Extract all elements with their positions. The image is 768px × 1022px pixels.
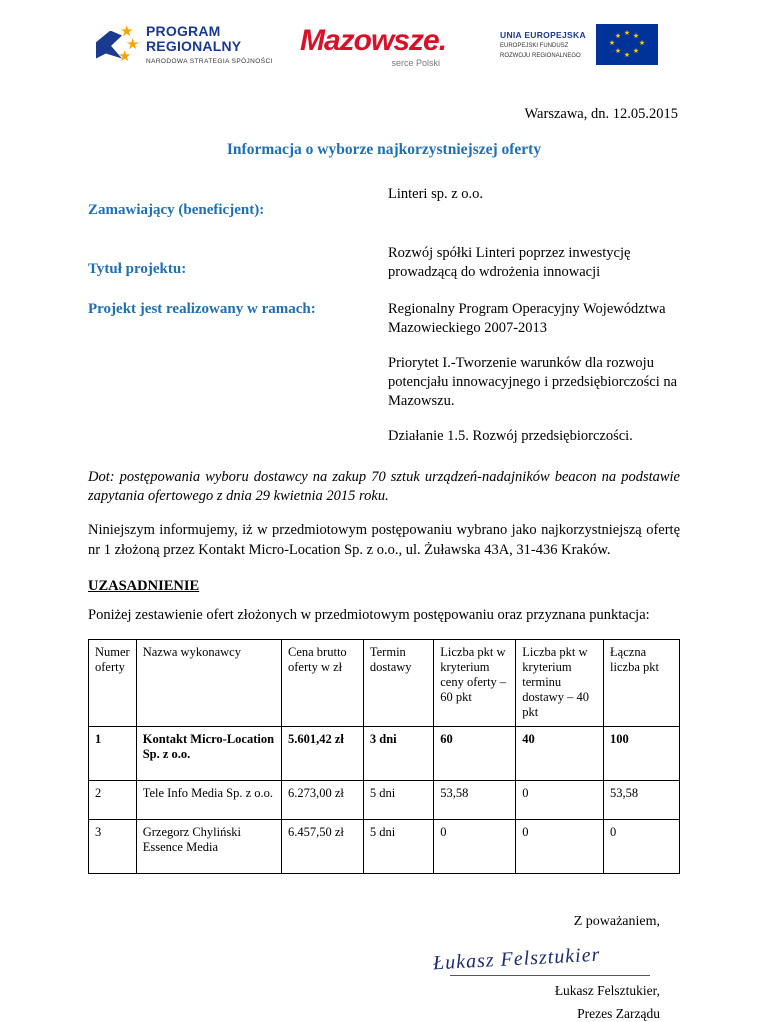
cell-total: 100 [604,727,680,781]
program-line-2: REGIONALNY [146,38,242,54]
cell-number: 3 [89,820,137,874]
field-value: Rozwój spółki Linteri poprzez inwestycję prowadzącą do wdrożenia innowacji [388,245,631,280]
cell-points-term: 40 [516,727,604,781]
stars-icon [96,25,138,65]
field-value: Linteri sp. z o.o. [388,186,484,202]
field-value: Regionalny Program Operacyjny Województwa Mazowieckiego 2007-2013 [388,301,666,336]
cell-points-term: 0 [516,820,604,874]
table-row [89,727,680,781]
cell-points-price: 53,58 [434,781,516,820]
info-paragraph: Niniejszym informujemy, iż w przedmiotowym postępowaniu wybrano jako najkorzystniejszą ofertę nr 1 złożoną przez Kontakt Micro-Location Sp. z o.o., ul. Żuławska 43A, 31-436 Kraków. [88,522,680,558]
eu-line-1: UNIA EUROPEJSKA [500,29,586,40]
cell-total: 53,58 [604,781,680,820]
eu-text [500,30,586,60]
cell-price: 5.601,42 zł [282,727,364,781]
eu-flag-icon: ★ ★ ★ ★ ★ ★ ★ ★ [596,24,658,65]
dot-paragraph: Dot: postępowania wyboru dostawcy na zakup 70 sztuk urządzeń-nadajników beacon na podstawie zapytania ofertowego z dnia 29 kwietnia 2015 roku. [88,469,680,504]
star-icon: ★ [118,48,132,65]
cell-points-price: 0 [434,820,516,874]
field-projekt-w-ramach [88,300,680,338]
table-header-cell: Łączna liczba pkt [604,640,680,727]
mazowsze-tagline: serce Polski [391,58,441,68]
date-line: Warszawa, dn. 12.05.2015 [524,106,678,122]
field-zamawiajacy [88,185,680,220]
mazowsze-wordmark: Mazowsze. [300,24,447,57]
eu-line-3: ROZWOJU REGIONALNEGO [500,52,581,59]
eu-logo [500,24,658,65]
cell-number: 2 [89,781,137,820]
table-row [89,820,680,874]
cell-number: 1 [89,727,137,781]
signature-rule [450,975,650,976]
signature-name: Łukasz Felsztukier, [554,983,660,998]
dzialanie-paragraph: Działanie 1.5. Rozwój przedsiębiorczości. [388,428,633,444]
header-logo-bar [0,10,768,90]
cell-name: Grzegorz Chyliński Essence Media [136,820,281,874]
table-header-cell: Liczba pkt w kryterium terminu dostawy – 40 pkt [516,640,604,727]
cell-price: 6.457,50 zł [282,820,364,874]
priorytet-paragraph: Priorytet I.-Tworzenie warunków dla rozwoju potencjału innowacyjnego i przedsiębiorczości na Mazowszu. [388,355,678,409]
mazowsze-logo [300,26,446,68]
handwritten-signature: Łukasz Felsztukier [432,943,601,975]
field-tytul-projektu [88,244,680,282]
field-label: Zamawiający (beneficjent): [88,202,265,218]
justification-heading: UZASADNIENIE [88,578,200,594]
table-header-cell: Liczba pkt w kryterium ceny oferty – 60 pkt [434,640,516,727]
program-regionalny-text [146,24,273,65]
document-content [0,106,768,1022]
cell-total: 0 [604,820,680,874]
cell-name: Tele Info Media Sp. z o.o. [136,781,281,820]
program-line-1: PROGRAM [146,23,221,39]
document-page [0,10,768,1021]
table-header-cell: Nazwa wykonawcy [136,640,281,727]
cell-points-term: 0 [516,781,604,820]
page-title: Informacja o wyborze najkorzystniejszej oferty [226,141,542,158]
below-paragraph: Poniżej zestawienie ofert złożonych w przedmiotowym postępowaniu oraz przyznana punktacja: [88,607,650,623]
cell-term: 5 dni [363,781,433,820]
table-header-cell: Cena brutto oferty w zł [282,640,364,727]
signature-position: Prezes Zarządu [577,1006,660,1021]
cell-price: 6.273,00 zł [282,781,364,820]
star-icon: ★ [126,36,140,53]
field-label: Tytuł projektu: [88,261,187,277]
offers-table [88,639,680,874]
table-header-row [89,640,680,727]
program-regionalny-logo [96,24,273,65]
cell-term: 3 dni [363,727,433,781]
eu-line-2: EUROPEJSKI FUNDUSZ [500,42,569,49]
cell-points-price: 60 [434,727,516,781]
table-header-cell: Numer oferty [89,640,137,727]
program-line-3: NARODOWA STRATEGIA SPÓJNOŚCI [146,58,273,65]
cell-name: Kontakt Micro-Location Sp. z o.o. [136,727,281,781]
signature-greeting: Z poważaniem, [573,914,660,929]
cell-term: 5 dni [363,820,433,874]
field-label: Projekt jest realizowany w ramach: [88,301,316,317]
table-row [89,781,680,820]
star-icon: ★ [120,23,134,40]
table-header-cell: Termin dostawy [363,640,433,727]
signature-block [88,914,680,1022]
